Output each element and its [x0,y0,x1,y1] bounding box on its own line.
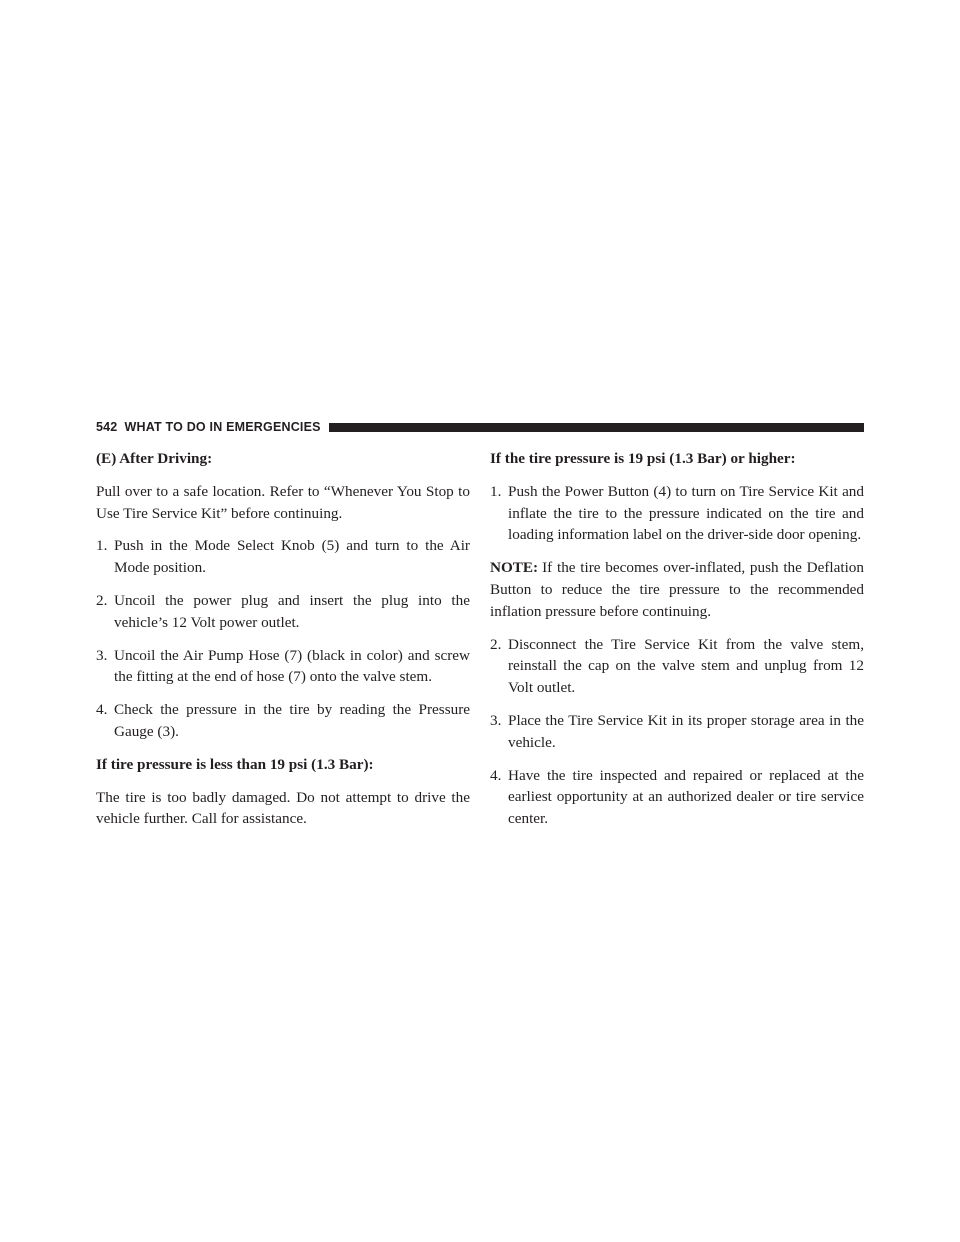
list-item [96,535,470,579]
right-column [490,448,864,841]
note-paragraph [490,557,864,622]
step-text: Uncoil the Air Pump Hose (7) (black in color) and screw the fitting at the end of hose (7) onto the valve stem. [114,646,470,686]
high-pressure-heading: If the tire pressure is 19 psi (1.3 Bar) or higher: [490,450,796,467]
page-number: 542 [96,420,118,434]
list-item [96,699,470,743]
header-rule [329,423,864,432]
step-number: 2. [96,591,108,609]
intro-paragraph: Pull over to a safe location. Refer to “Whenever You Stop to Use Tire Service Kit” before continuing. [96,482,470,522]
list-item [490,765,864,830]
low-pressure-heading: If tire pressure is less than 19 psi (1.3 Bar): [96,755,374,773]
note-label: NOTE: [490,559,539,577]
step-text: Place the Tire Service Kit in its proper storage area in the vehicle. [508,711,864,751]
list-item [490,481,864,546]
step-text: Uncoil the power plug and insert the plug into the vehicle’s 12 Volt power outlet. [114,591,470,631]
step-number: 1. [490,482,502,500]
page-header [96,418,864,436]
list-item [96,645,470,689]
left-column [96,448,470,841]
list-item [490,634,864,699]
low-pressure-paragraph: The tire is too badly damaged. Do not attempt to drive the vehicle further. Call for assistance. [96,788,470,828]
section-title: WHAT TO DO IN EMERGENCIES [124,420,321,434]
step-number: 3. [490,711,502,729]
step-text: Push the Power Button (4) to turn on Tire Service Kit and inflate the tire to the pressure indicated on the tire and loading information label on the driver-side door opening. [508,482,864,544]
list-item [96,590,470,634]
step-text: Check the pressure in the tire by reading the Pressure Gauge (3). [114,701,470,740]
step-number: 4. [490,766,502,784]
step-number: 4. [96,701,108,719]
step-text: Have the tire inspected and repaired or replaced at the earliest opportunity at an authorized dealer or tire service center. [508,766,864,828]
step-number: 2. [490,635,502,653]
step-text: Disconnect the Tire Service Kit from the valve stem, reinstall the cap on the valve stem and unplug from 12 Volt outlet. [508,635,864,697]
step-number: 3. [96,646,108,664]
step-number: 1. [96,537,108,555]
step-text: Push in the Mode Select Knob (5) and turn to the Air Mode position. [114,537,470,577]
note-text: If the tire becomes over-inflated, push the Deflation Button to reduce the tire pressure to the recommended inflation pressure before continuing. [490,559,864,620]
after-driving-heading: (E) After Driving: [96,450,213,467]
list-item [490,710,864,754]
